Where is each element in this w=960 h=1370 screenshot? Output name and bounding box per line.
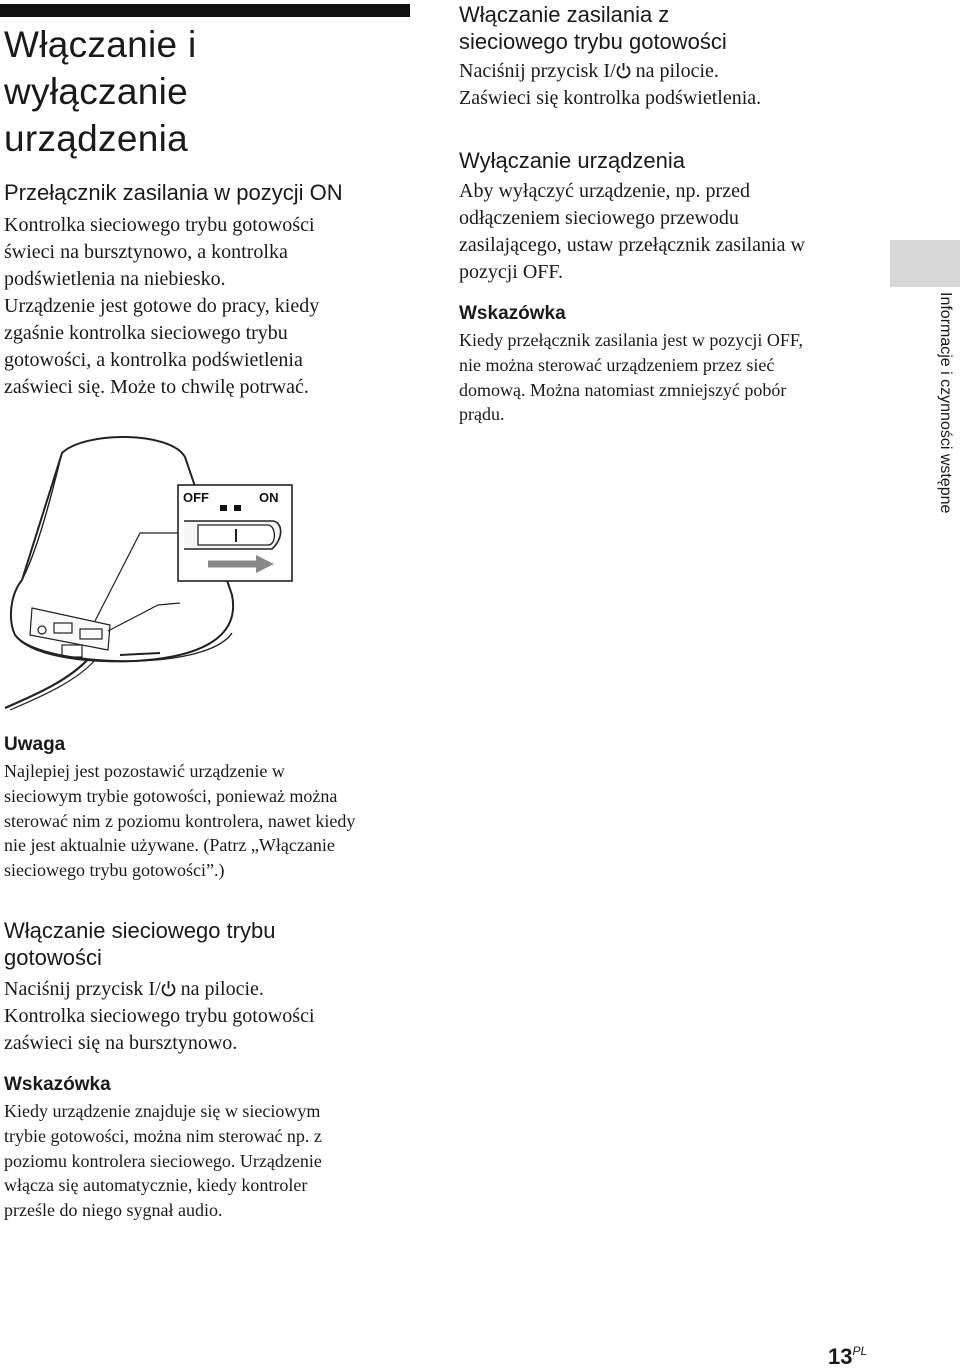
switch-off-label: OFF: [183, 490, 209, 505]
section-heading-power-from-standby: [459, 1, 727, 55]
page-title: [4, 21, 196, 162]
page-title-line: wyłączanie: [4, 71, 188, 112]
text-line: sieciowym trybie gotowości, ponieważ można: [4, 785, 338, 806]
text-line: Aby wyłączyć urządzenie, np. przed: [459, 180, 750, 202]
text-line: Zaświeci się kontrolka podświetlenia.: [459, 87, 762, 109]
note-body: [4, 759, 355, 883]
text-line: pozycji OFF.: [459, 261, 563, 283]
text-line: Kiedy przełącznik zasilania jest w pozycji OFF,: [459, 330, 803, 350]
tip-heading: Wskazówka: [459, 303, 566, 324]
text-line: prześle do niego sygnał audio.: [4, 1200, 223, 1221]
section-heading-power-on: Przełącznik zasilania w pozycji ON: [4, 180, 343, 205]
page-number: $13^{PL}$: [828, 1344, 868, 1369]
heading-line: Włączanie zasilania z: [459, 2, 670, 27]
section-body-power-on: [4, 212, 319, 401]
text-line: Kiedy urządzenie znajduje się w sieciowym: [4, 1101, 321, 1121]
text-line: Kontrolka sieciowego trybu gotowości: [4, 214, 315, 236]
text-line: zaświeci się. Może to chwilę potrwać.: [4, 376, 309, 398]
text-line: trybie gotowości, można nim sterować np. z: [4, 1125, 322, 1146]
text-line: nie można sterować urządzeniem przez sieć: [459, 354, 775, 375]
page-title-line: urządzenia: [4, 118, 189, 159]
device-switch-illustration: [0, 425, 420, 715]
side-tab-marker: [890, 240, 960, 287]
section-body-power-off: [459, 178, 805, 286]
heading-line: Włączanie sieciowego trybu: [4, 918, 276, 943]
standby-power-icon: [161, 980, 176, 997]
tip-body: [459, 328, 803, 427]
header-rule: [0, 4, 410, 17]
page-title-line: Włączanie i: [4, 24, 197, 65]
instruction-line: Naciśnij przycisk I/ na pilocie.: [4, 978, 264, 1000]
text-line: Najlepiej jest pozostawić urządzenie w: [4, 761, 285, 781]
tip-body: [4, 1099, 322, 1223]
text-line: Kontrolka sieciowego trybu gotowości: [4, 1005, 315, 1027]
heading-line: sieciowego trybu gotowości: [459, 29, 727, 54]
text-line: prądu.: [459, 404, 505, 425]
side-tab-label: Informacje i czynności wstępne: [937, 292, 954, 514]
text-line: poziomu kontrolera sieciowego. Urządzenie: [4, 1150, 322, 1171]
instruction-line: Naciśnij przycisk I/ na pilocie.: [459, 60, 719, 82]
switch-on-label: ON: [259, 490, 279, 505]
section-body-network-standby: [4, 976, 315, 1057]
standby-power-icon: [616, 62, 631, 79]
text-line: Urządzenie jest gotowe do pracy, kiedy: [4, 295, 320, 317]
note-heading: Uwaga: [4, 734, 66, 755]
tip-heading: Wskazówka: [4, 1074, 111, 1095]
power-cable: [5, 657, 90, 708]
text-line: nie jest aktualnie używane. (Patrz „Włączanie: [4, 835, 335, 856]
text-line: świeci na bursztynowo, a kontrolka: [4, 241, 288, 263]
text-line: zasilającego, ustaw przełącznik zasilania w: [459, 234, 805, 256]
text-line: zgaśnie kontrolka sieciowego trybu: [4, 322, 288, 344]
text-line: sieciowego trybu gotowości”.): [4, 860, 225, 881]
section-heading-power-off: Wyłączanie urządzenia: [459, 148, 686, 173]
text-line: włącza się automatycznie, kiedy kontroler: [4, 1175, 308, 1196]
text-line: domową. Można natomiast zmniejszyć pobór: [459, 379, 787, 400]
heading-line: gotowości: [4, 945, 102, 970]
section-body-power-from-standby: [459, 58, 761, 112]
section-heading-network-standby: [4, 917, 275, 971]
text-line: sterować nim z poziomu kontrolera, nawet kiedy: [4, 810, 356, 831]
text-line: podświetlenia na niebiesko.: [4, 268, 226, 290]
text-line: zaświeci się na bursztynowo.: [4, 1032, 238, 1054]
text-line: gotowości, a kontrolka podświetlenia: [4, 349, 303, 371]
text-line: odłączeniem sieciowego przewodu: [459, 207, 739, 229]
